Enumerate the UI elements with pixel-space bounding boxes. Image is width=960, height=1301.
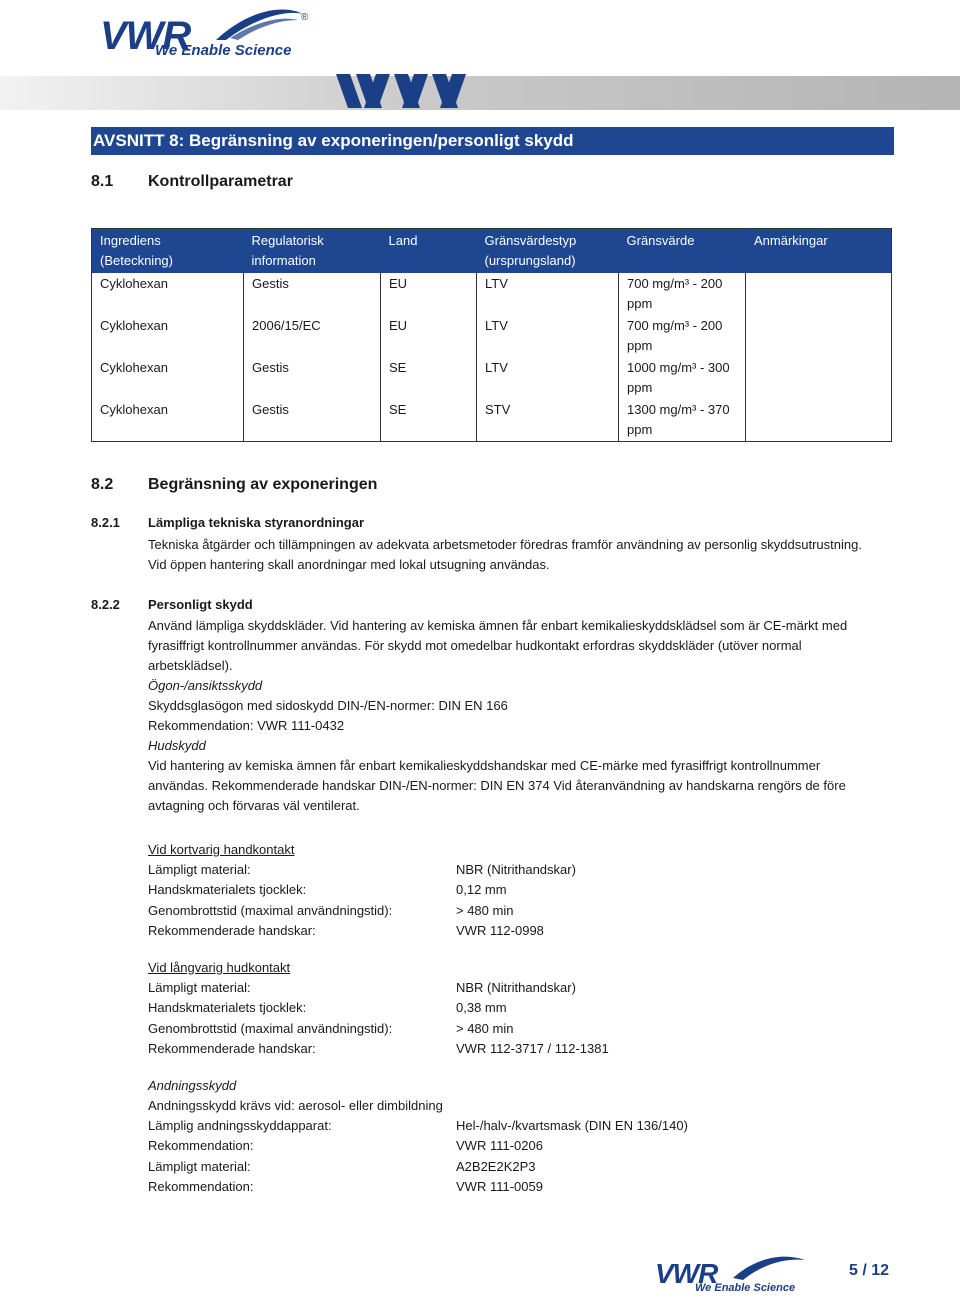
technical-controls-text — [148, 535, 948, 575]
eye-protection-heading: Ögon-/ansiktsskydd — [148, 678, 263, 693]
cell-limit-value: 700 mg/m³ - 200 ppm — [619, 273, 746, 315]
respiratory-block — [148, 1076, 848, 1197]
list-item: Rekommenderade handskar: VWR 112-0998 — [148, 922, 544, 938]
paragraph-line: arbetsklädsel). — [148, 658, 233, 673]
list-item: Rekommenderade handskar: VWR 112-3717 / 112-1381 — [148, 1040, 609, 1056]
paragraph-line: Tekniska åtgärder och tillämpningen av adekvata arbetsmetoder föredras framför användning av personlig skyddsutrustning. — [148, 537, 862, 552]
paragraph-line: Rekommendation: VWR 111-0432 — [148, 718, 345, 733]
logo-tagline: We Enable Science — [695, 1282, 796, 1294]
column-header: Gränsvärde — [619, 229, 746, 274]
cell-country: EU — [381, 315, 477, 357]
cell-notes — [746, 315, 892, 357]
long-contact-block — [148, 958, 848, 1059]
control-parameters-table — [91, 228, 892, 442]
header-band — [0, 76, 960, 110]
paragraph-line: Vid öppen hantering skall anordningar med lokal utsugning användas. — [148, 557, 550, 572]
column-header: Anmärkingar — [746, 229, 892, 274]
cell-limit-value: 1000 mg/m³ - 300 ppm — [619, 357, 746, 399]
paragraph-line: fyrasiffrigt kontrollnummer användas. För skydd mot omedelbar hudkontakt erfordras skyddskläder (utöver normal — [148, 638, 802, 653]
cell-limit-value: 700 mg/m³ - 200 ppm — [619, 315, 746, 357]
heading-number: 8.2.1 — [91, 515, 120, 530]
heading-text: Lämpliga tekniska styranordningar — [148, 515, 365, 530]
list-item: Handskmaterialets tjocklek: 0,38 mm — [148, 1000, 507, 1016]
list-item: Rekommendation: VWR 111-0206 — [148, 1138, 543, 1154]
cell-regulatory: Gestis — [244, 273, 381, 315]
column-header: Gränsvärdestyp (ursprungsland) — [477, 229, 619, 274]
header-chevrons-icon — [336, 70, 476, 112]
respiratory-heading: Andningsskydd — [148, 1078, 237, 1093]
page-number: 5 / 12 — [849, 1262, 890, 1279]
heading-number: 8.2.2 — [91, 597, 120, 612]
list-item: Genombrottstid (maximal användningstid): > 480 min — [148, 902, 514, 918]
list-item: Genombrottstid (maximal användningstid): > 480 min — [148, 1020, 514, 1036]
column-header: Land — [381, 229, 477, 274]
section-title: AVSNITT 8: Begränsning av exponeringen/personligt skydd — [93, 131, 574, 150]
table-row — [92, 273, 892, 315]
skin-protection-heading: Hudskydd — [148, 738, 206, 753]
short-contact-heading: Vid kortvarig handkontakt — [148, 842, 295, 857]
heading-number: 8.2 — [91, 476, 114, 493]
registered-mark: ® — [301, 12, 309, 23]
cell-notes — [746, 273, 892, 315]
heading-text: Kontrollparametrar — [148, 173, 293, 190]
table-row — [92, 315, 892, 357]
cell-regulatory: Gestis — [244, 357, 381, 399]
column-header: Regulatorisk information — [244, 229, 381, 274]
cell-notes — [746, 357, 892, 399]
list-item: Lämpligt material: NBR (Nitrithandskar) — [148, 980, 576, 995]
cell-limit-type: LTV — [477, 357, 619, 399]
cell-ingredient: Cyklohexan — [100, 318, 168, 333]
cell-ingredient: Cyklohexan — [100, 402, 168, 417]
heading-text: Begränsning av exponeringen — [148, 476, 378, 493]
cell-ingredient: Cyklohexan — [100, 360, 168, 375]
table-row — [92, 399, 892, 442]
cell-limit-value: 1300 mg/m³ - 370 ppm — [619, 399, 746, 442]
list-item: Lämpligt material: NBR (Nitrithandskar) — [148, 862, 576, 877]
cell-regulatory: Gestis — [244, 399, 381, 442]
paragraph-line: Vid hantering av kemiska ämnen får enbart kemikalieskyddshandskar med CE-märke med fyrasiffrigt kontrollnummer — [148, 758, 821, 773]
cell-country: SE — [381, 399, 477, 442]
heading-number: 8.1 — [91, 173, 114, 190]
list-item: Handskmaterialets tjocklek: 0,12 mm — [148, 882, 507, 898]
logo-tagline: We Enable Science — [155, 42, 292, 59]
paragraph-line: användas. Rekommenderade handskar DIN-/EN-normer: DIN EN 374 Vid återanvändning av handskarna rengörs de före — [148, 778, 846, 793]
column-header: Ingrediens (Beteckning) — [92, 229, 244, 274]
cell-ingredient: Cyklohexan — [100, 276, 168, 291]
cell-limit-type: STV — [477, 399, 619, 442]
long-contact-heading: Vid långvarig hudkontakt — [148, 960, 291, 975]
paragraph-line: avtagning och förvaras väl ventilerat. — [148, 798, 360, 813]
table-header-row — [92, 229, 892, 274]
logo-wordmark: VWR — [100, 14, 191, 58]
list-item: Lämplig andningsskyddapparat: Hel-/halv-/kvartsmask (DIN EN 136/140) — [148, 1118, 688, 1133]
footer-vwr-logo — [655, 1254, 815, 1296]
cell-regulatory: 2006/15/EC — [244, 315, 381, 357]
logo-wordmark: VWR — [655, 1258, 718, 1289]
paragraph-line: Använd lämpliga skyddskläder. Vid hantering av kemiska ämnen får enbart kemikalieskyddsklädsel som är CE-märkt med — [148, 618, 848, 633]
cell-country: SE — [381, 357, 477, 399]
heading-8-2-1 — [91, 515, 364, 530]
cell-limit-type: LTV — [477, 273, 619, 315]
section-title-bar — [91, 127, 894, 155]
heading-8-2-2 — [91, 597, 253, 612]
paragraph-line: Skyddsglasögon med sidoskydd DIN-/EN-normer: DIN EN 166 — [148, 698, 508, 713]
cell-notes — [746, 399, 892, 442]
short-contact-block — [148, 840, 848, 941]
list-item: Rekommendation: VWR 111-0059 — [148, 1178, 543, 1194]
heading-text: Personligt skydd — [148, 597, 253, 612]
personal-protection-body — [148, 616, 938, 816]
table-row — [92, 357, 892, 399]
cell-country: EU — [381, 273, 477, 315]
heading-8-1 — [91, 173, 293, 191]
heading-8-2 — [91, 476, 377, 494]
vwr-logo — [98, 6, 338, 62]
list-item: Lämpligt material: A2B2E2K2P3 — [148, 1158, 536, 1174]
paragraph-line: Andningsskydd krävs vid: aerosol- eller dimbildning — [148, 1098, 443, 1113]
cell-limit-type: LTV — [477, 315, 619, 357]
